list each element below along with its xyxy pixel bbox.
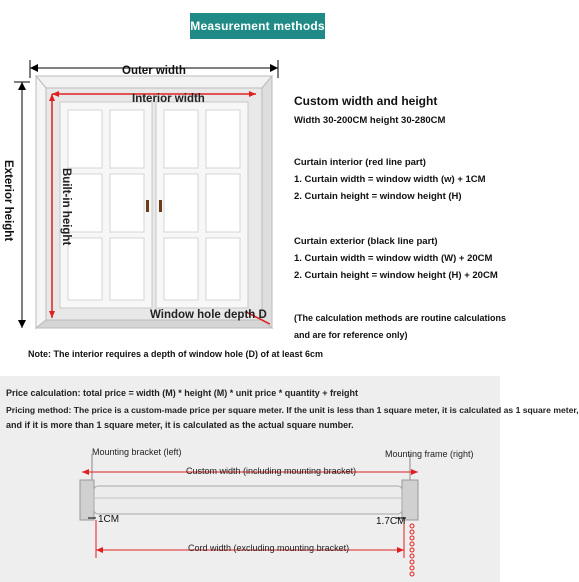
exterior-formula-2: 2. Curtain height = window height (H) + 20CM [294,270,498,281]
interior-formula-2: 2. Curtain height = window height (H) [294,191,462,202]
right-frame-label: Mounting frame (right) [385,449,474,459]
left-gap-label: 1CM [98,514,120,525]
price-calculation: Price calculation: total price = width (M) * height (M) * unit price * quantity + freight [6,388,359,398]
size-range: Width 30-200CM height 30-280CM [294,115,446,126]
right-frame [402,480,418,520]
calc-note-1: (The calculation methods are routine calculations [294,313,507,323]
page-title: Measurement methods [190,13,325,39]
left-bracket [80,480,94,520]
custom-width-label: Custom width (including mounting bracket) [186,466,357,476]
pricing-method: Pricing method: The price is a custom-made price per square meter. If the unit is less than 1 square meter, it is calculated as 1 square meter, [6,405,579,415]
depth-note: Note: The interior requires a depth of window hole (D) of at least 6cm [28,349,324,359]
outer-width-label: Outer width [122,65,186,77]
cord-width-label: Cord width (excluding mounting bracket) [188,543,350,553]
roller-tube [94,486,402,514]
exterior-formula-1: 1. Curtain width = window width (W) + 20CM [294,253,493,264]
window-hole-depth-label: Window hole depth D [150,309,267,321]
pricing-method-cont: and if it is more than 1 square meter, it is calculated as the actual square number. [6,420,354,430]
left-bracket-label: Mounting bracket (left) [92,447,182,457]
custom-heading: Custom width and height [294,94,438,108]
interior-formula-1: 1. Curtain width = window width (w) + 1CM [294,174,486,185]
right-gap-label: 1.7CM [376,516,406,527]
built-in-height-label: Built-in height [60,168,72,246]
bracket-diagram [0,440,500,582]
exterior-title: Curtain exterior (black line part) [294,236,438,247]
exterior-height-label: Exterior height [2,160,14,242]
calc-note-2: and are for reference only) [294,330,408,340]
interior-title: Curtain interior (red line part) [294,157,426,168]
handle-right [159,200,162,212]
handle-left [146,200,149,212]
interior-width-label: Interior width [132,93,205,105]
